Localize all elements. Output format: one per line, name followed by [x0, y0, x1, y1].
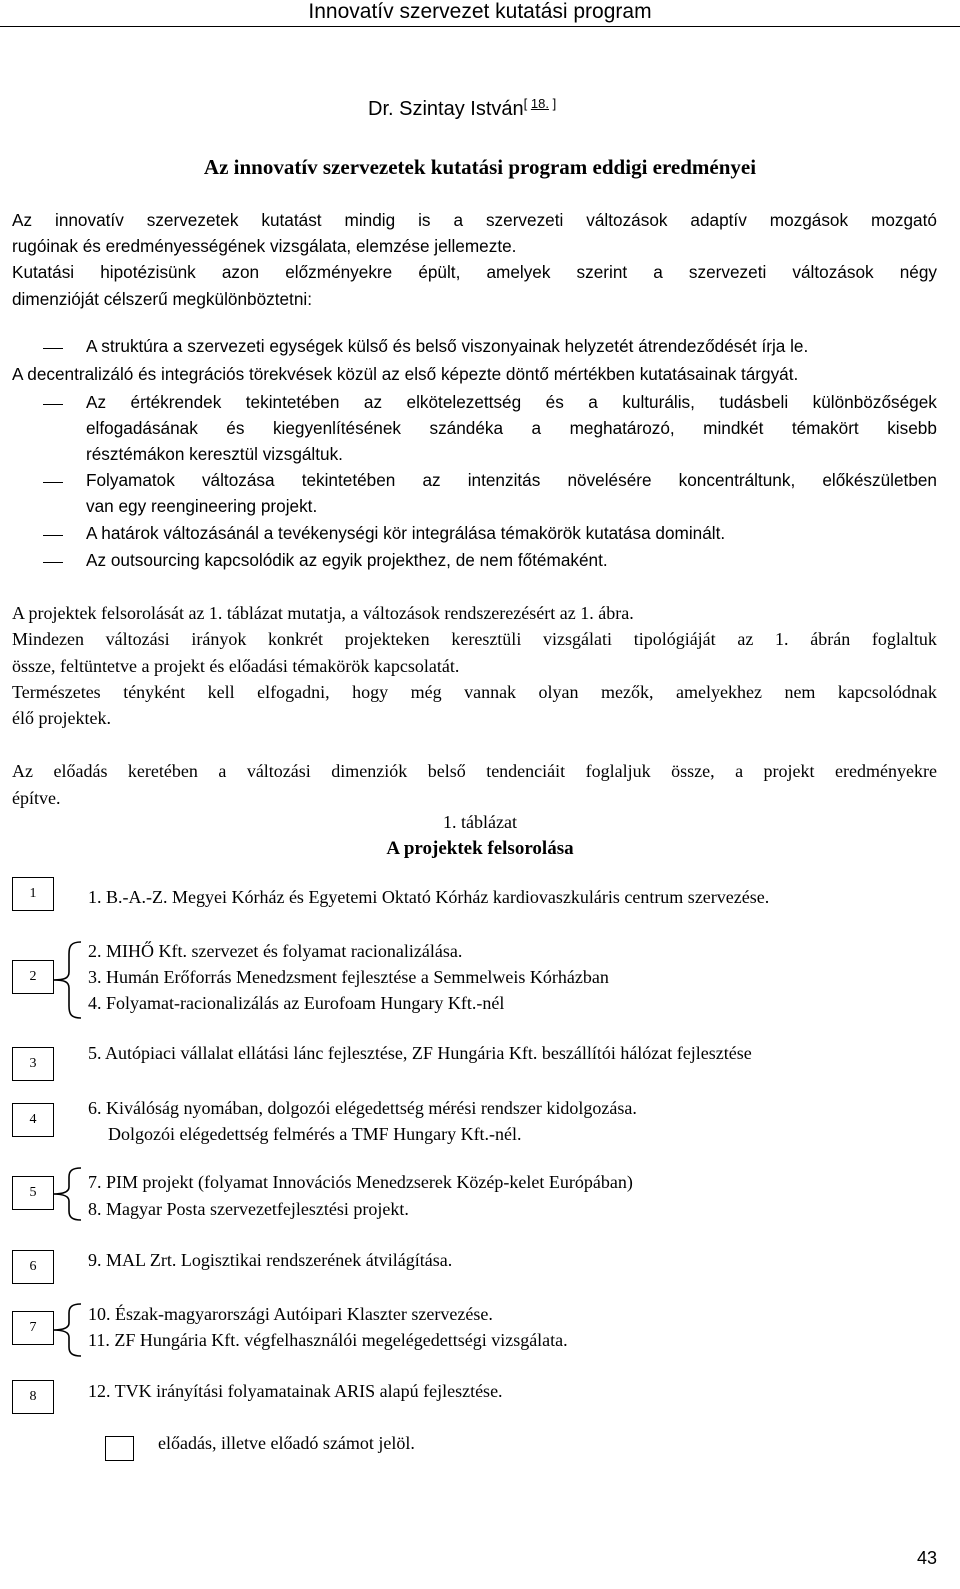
project-item-8: 8. Magyar Posta szervezetfejlesztési projekt.	[88, 1199, 409, 1219]
ref-close-bracket: ]	[552, 96, 557, 111]
word: különbözőségek	[812, 392, 937, 412]
bullet-2-line1	[86, 392, 937, 413]
project-item-6-cont: Dolgozói elégedettség felmérés a TMF Hungary Kft.-nél.	[108, 1124, 522, 1144]
word: mozgató	[871, 210, 937, 230]
word: Természetes	[12, 682, 101, 702]
word: belső	[427, 761, 466, 781]
page-number: 43	[917, 1548, 938, 1568]
word: meghatározó,	[569, 418, 675, 438]
word: szerint	[576, 262, 628, 282]
legend-text: előadás, illetve előadó számot jelöl.	[158, 1433, 415, 1453]
word: szervezeti	[688, 262, 767, 282]
project-item-9: 9. MAL Zrt. Logisztikai rendszerének átvilágítása.	[88, 1250, 453, 1270]
word: változása	[201, 470, 275, 490]
para2-line4	[12, 682, 937, 703]
dash-bullet-2	[43, 404, 63, 405]
bullet-5-text: Az outsourcing kapcsolódik az egyik projekthez, de nem főtémaként.	[86, 550, 608, 570]
word: eredményekre	[835, 761, 937, 781]
group-box-2: 2	[12, 960, 54, 994]
word: adaptív	[690, 210, 747, 230]
word: szervezeti	[485, 210, 564, 230]
word: keresztüli	[451, 629, 522, 649]
word: kiegyenlítésének	[272, 418, 401, 438]
word: nem	[784, 682, 816, 702]
bullet-2-line2	[86, 418, 937, 439]
word: elkötelezettség	[406, 392, 522, 412]
word: tendenciáit	[486, 761, 566, 781]
para3-line2: építve.	[12, 788, 61, 808]
word: növelésére	[567, 470, 652, 490]
word: Mindezen	[12, 629, 84, 649]
word: változási	[105, 629, 170, 649]
legend-box	[105, 1436, 134, 1461]
word: szervezetek	[146, 210, 239, 230]
bullet-2-line3: résztémákon keresztül vizsgáltuk.	[86, 444, 343, 464]
word: épült,	[418, 262, 461, 282]
group-box-8: 8	[12, 1380, 54, 1414]
para1-line4: dimenzióját célszerű megkülönböztetni:	[12, 289, 312, 309]
group-box-1: 1	[12, 877, 54, 911]
brace-group-2	[47, 940, 87, 1020]
group-box-7: 7	[12, 1311, 54, 1345]
word: a	[531, 418, 542, 438]
word: a	[218, 761, 227, 781]
word: amelyek	[486, 262, 551, 282]
word: dimenziók	[331, 761, 408, 781]
word: vannak	[464, 682, 517, 702]
group-box-6: 6	[12, 1250, 54, 1284]
author-line	[368, 96, 556, 121]
project-item-4: 4. Folyamat-racionalizálás az Eurofoam Hungary Kft.-nél	[88, 993, 505, 1013]
word: kutatást	[261, 210, 322, 230]
word: az	[737, 629, 754, 649]
ref-open-bracket: [	[523, 96, 528, 111]
word: projekt	[763, 761, 815, 781]
group-box-3: 3	[12, 1047, 54, 1081]
dash-bullet-3	[43, 482, 63, 483]
bullet-1-text: A struktúra a szervezeti egységek külső és belső viszonyainak helyzetét átrendeződését írja le.	[86, 336, 809, 356]
word: a	[588, 392, 598, 412]
word: még	[410, 682, 442, 702]
word: és	[545, 392, 564, 412]
section-title: Az innovatív szervezetek kutatási program eddigi eredményei	[203, 155, 757, 179]
brace-group-5	[47, 1166, 87, 1222]
word: tipológiáját	[633, 629, 716, 649]
word: foglaljuk	[585, 761, 651, 781]
word: változások	[792, 262, 874, 282]
project-item-5: 5. Autópiaci vállalat ellátási lánc fejlesztése, ZF Hungária Kft. beszállítói hálózat fejlesztése	[88, 1043, 752, 1063]
word: foglaltuk	[871, 629, 937, 649]
word: intenzitás	[467, 470, 541, 490]
word: mindig	[344, 210, 396, 230]
project-item-10: 10. Észak-magyarországi Autóipari Klaszter szervezése.	[88, 1304, 493, 1324]
word: mezők,	[601, 682, 654, 702]
word: kulturális,	[622, 392, 695, 412]
project-item-3: 3. Humán Erőforrás Menedzsment fejlesztése a Semmelweis Kórházban	[88, 967, 609, 987]
word: is	[418, 210, 431, 230]
word: 1.	[775, 629, 789, 649]
word: amelyekhez	[676, 682, 762, 702]
word: témakört	[791, 418, 859, 438]
para1-line1	[12, 210, 937, 231]
author-reference	[524, 96, 557, 111]
project-item-11: 11. ZF Hungária Kft. végfelhasználói megelégedettségi vizsgálata.	[88, 1330, 568, 1350]
word: mindkét	[703, 418, 764, 438]
table-title: A projektek felsorolása	[386, 838, 574, 859]
bullet-4-text: A határok változásánál a tevékenységi kör integrálása témakörök kutatása dominált.	[86, 523, 726, 543]
word: keretében	[127, 761, 198, 781]
word: és	[226, 418, 245, 438]
group-box-5: 5	[12, 1176, 54, 1210]
word: a	[653, 262, 663, 282]
brace-group-7	[47, 1302, 87, 1358]
word: hogy	[352, 682, 389, 702]
word: a	[735, 761, 744, 781]
dash-bullet-1	[43, 348, 63, 349]
word: Az	[12, 210, 33, 230]
word: projekteken	[344, 629, 430, 649]
table-caption: 1. táblázat	[443, 812, 517, 832]
word: kisebb	[887, 418, 937, 438]
word: kapcsolódnak	[837, 682, 937, 702]
group-box-4: 4	[12, 1103, 54, 1137]
word: négy	[899, 262, 937, 282]
para2-line5: élő projektek.	[12, 708, 111, 728]
author-name: Dr. Szintay István	[368, 98, 524, 120]
para2-line2	[12, 629, 937, 650]
word: olyan	[538, 682, 579, 702]
word: koncentráltunk,	[678, 470, 796, 490]
word: tudásbeli	[719, 392, 789, 412]
word: Az	[12, 761, 33, 781]
word: mozgások	[769, 210, 849, 230]
reference-link[interactable]: 18.	[530, 96, 549, 111]
project-item-7: 7. PIM projekt (folyamat Innovációs Menedzserek Közép-kelet Európában)	[88, 1172, 633, 1192]
para2-line1: A projektek felsorolását az 1. táblázat mutatja, a változások rendszerezésért az 1. ábra.	[12, 603, 634, 623]
decentralization-text: A decentralizáló és integrációs törekvések közül az első képezte döntő mértékben kutatásainak tárgyát.	[12, 364, 799, 384]
word: elfogadni,	[257, 682, 330, 702]
word: ábrán	[810, 629, 851, 649]
project-item-1: 1. B.-A.-Z. Megyei Kórház és Egyetemi Oktató Kórház kardiovaszkuláris centrum szervezése.	[88, 887, 770, 907]
para1-line2: rugóinak és eredményességének vizsgálata, elemzése jellemezte.	[12, 236, 517, 256]
word: Kutatási	[12, 262, 75, 282]
para1-line3	[12, 262, 937, 283]
word: össze,	[671, 761, 715, 781]
word: a	[453, 210, 464, 230]
word: konkrét	[268, 629, 323, 649]
word: elfogadásának	[86, 418, 198, 438]
bullet-3-line2: van egy reengineering projekt.	[86, 496, 318, 516]
word: azon	[221, 262, 260, 282]
word: előkészületben	[822, 470, 937, 490]
word: tényként	[123, 682, 186, 702]
para3-line1	[12, 761, 937, 782]
project-item-2: 2. MIHŐ Kft. szervezet és folyamat racionalizálása.	[88, 941, 463, 961]
word: irányok	[191, 629, 247, 649]
project-item-12: 12. TVK irányítási folyamatainak ARIS alapú fejlesztése.	[88, 1381, 503, 1401]
bullet-3-line1	[86, 470, 937, 491]
word: előadás	[53, 761, 108, 781]
word: előzményekre	[285, 262, 393, 282]
word: értékrendek	[130, 392, 222, 412]
word: vizsgálati	[543, 629, 612, 649]
word: kell	[207, 682, 235, 702]
para2-line3: össze, feltüntetve a projekt és előadási témakörök kapcsolatát.	[12, 656, 460, 676]
dash-bullet-4	[43, 535, 63, 536]
word: az	[422, 470, 441, 490]
word: változások	[586, 210, 668, 230]
project-item-6: 6. Kiválóság nyomában, dolgozói elégedettség mérési rendszer kidolgozása.	[88, 1098, 637, 1118]
dash-bullet-5	[43, 562, 63, 563]
word: változási	[246, 761, 311, 781]
word: hipotézisünk	[100, 262, 196, 282]
word: Folyamatok	[86, 470, 175, 490]
word: innovatív	[55, 210, 124, 230]
word: tekintetében	[245, 392, 340, 412]
word: Az	[86, 392, 107, 412]
header-rule	[0, 26, 960, 27]
word: szándéka	[429, 418, 504, 438]
word: tekintetében	[301, 470, 396, 490]
running-header: Innovatív szervezet kutatási program	[308, 0, 652, 23]
word: az	[363, 392, 383, 412]
